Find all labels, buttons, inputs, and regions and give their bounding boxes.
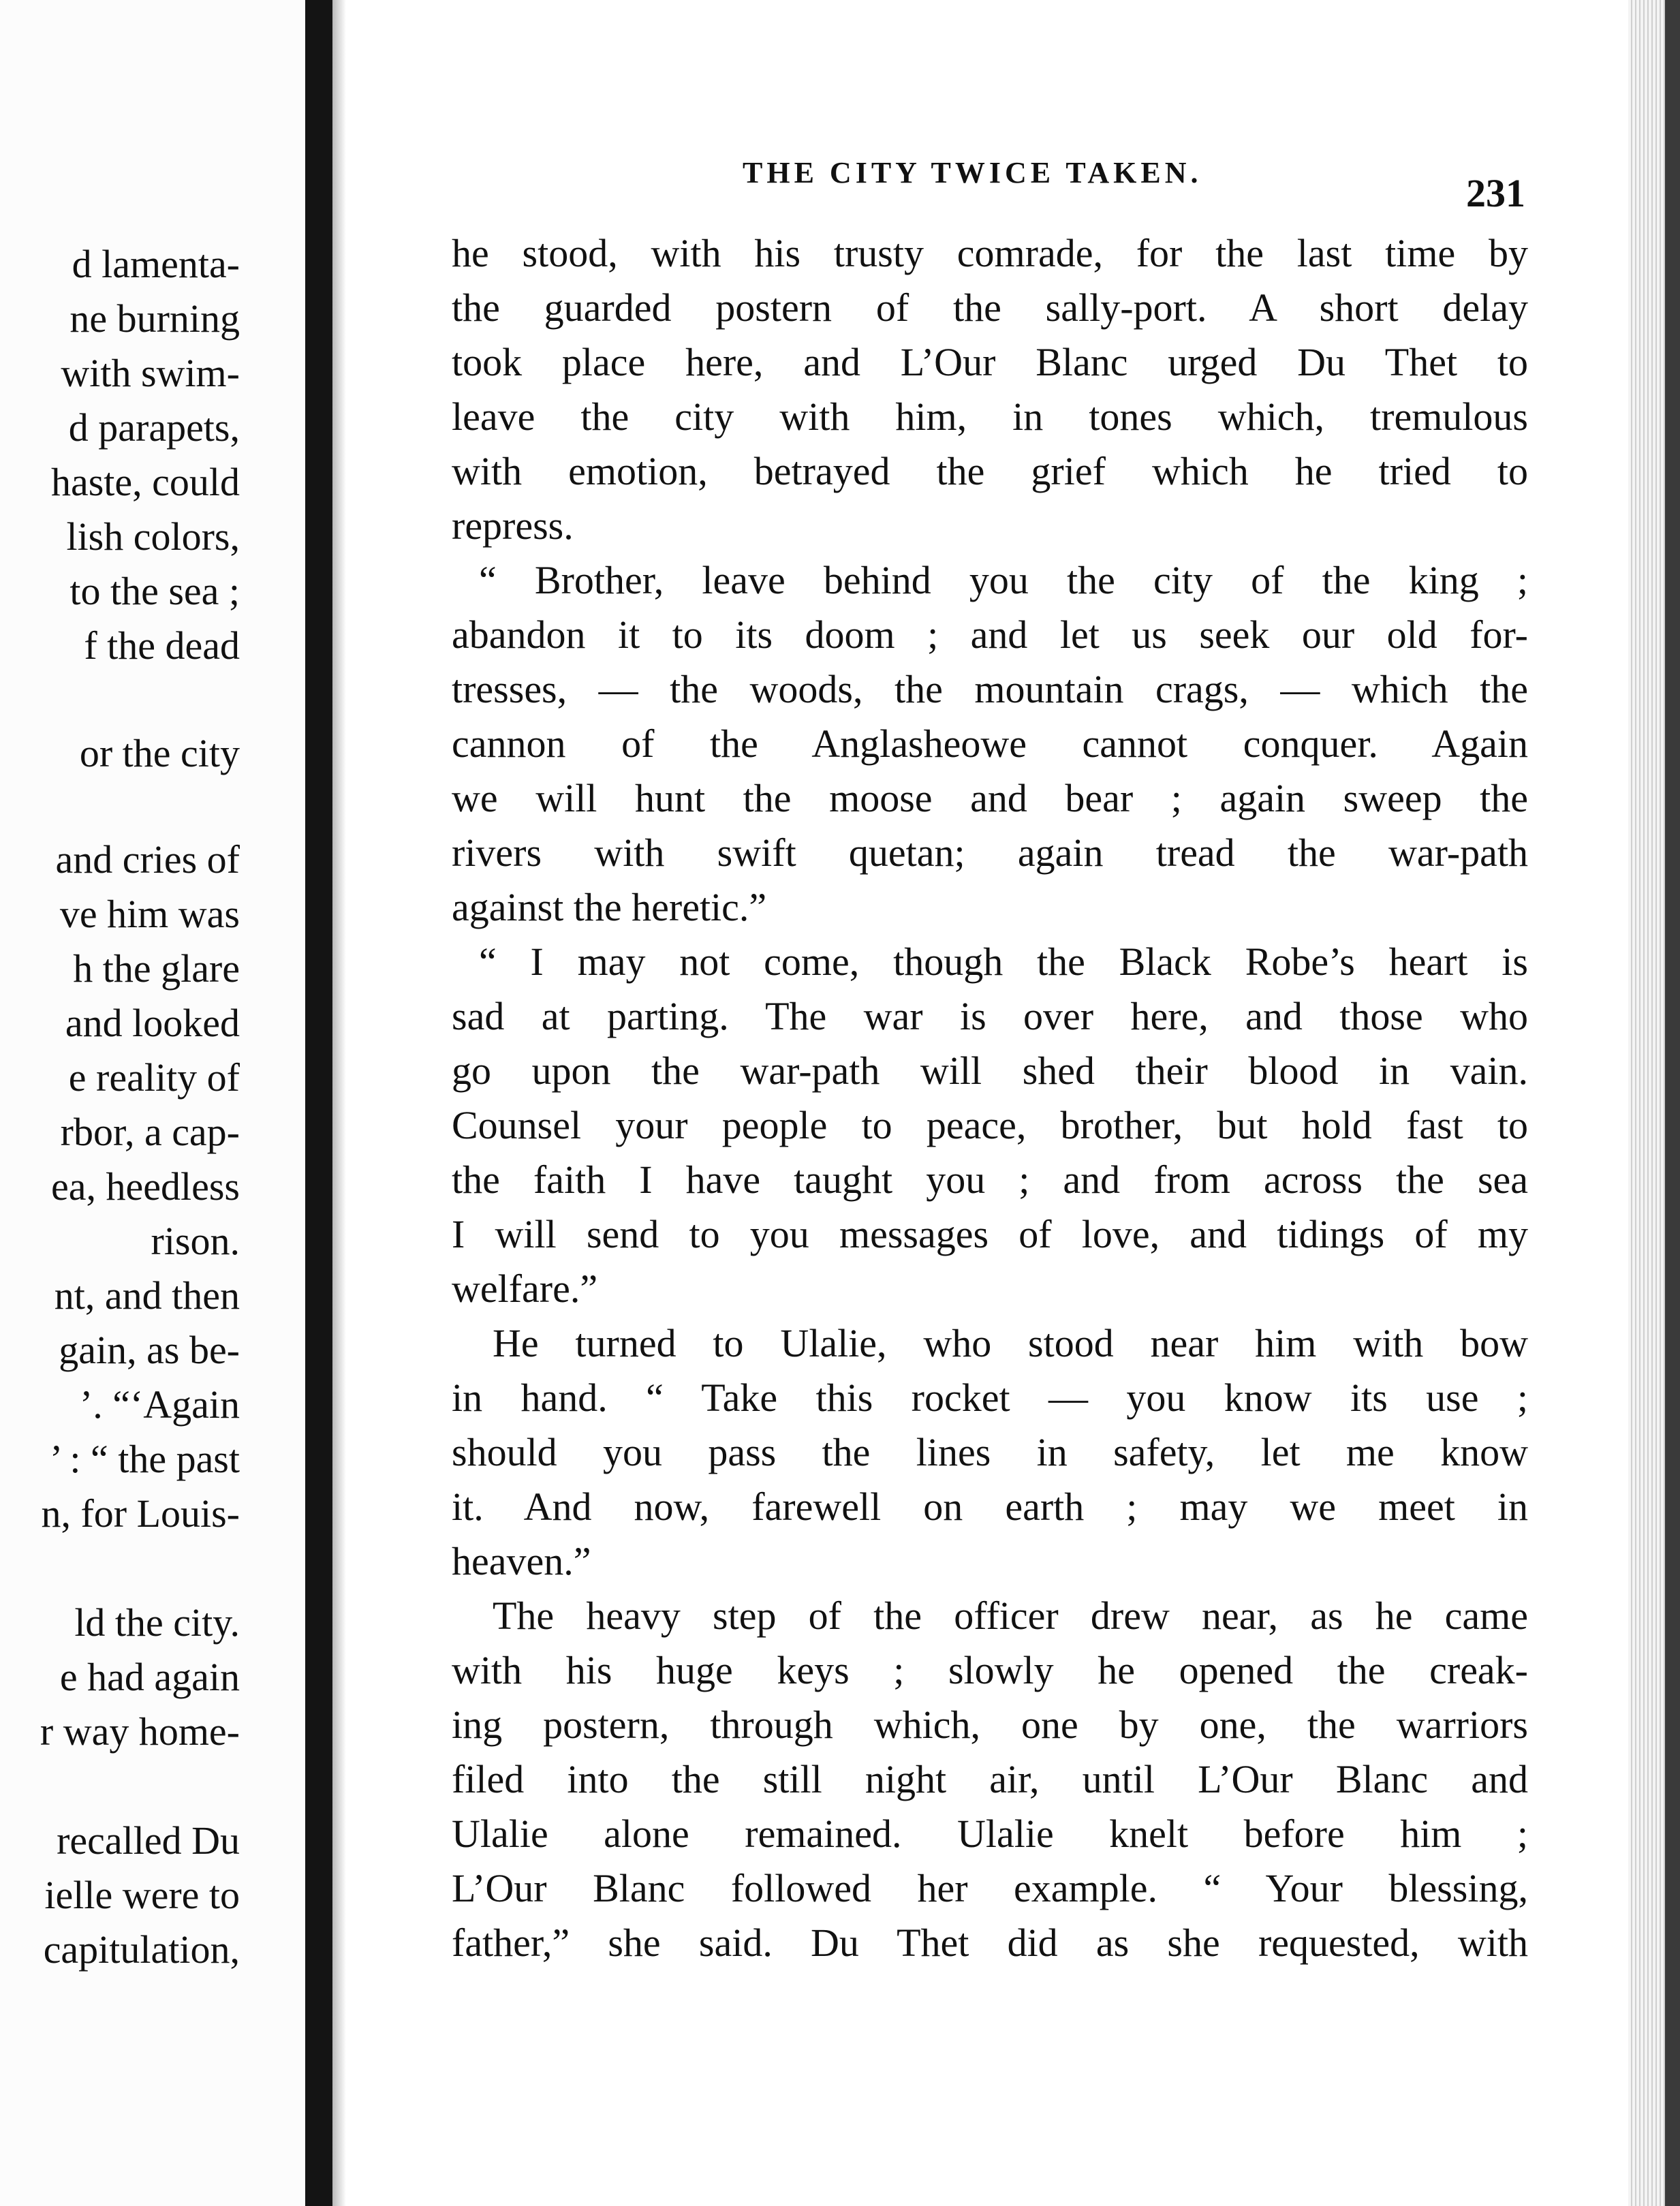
text-line: we will hunt the moose and bear ; again sweep the (452, 776, 1528, 820)
left-page-fragment: with swim- (61, 351, 240, 395)
text-line: Ulalie alone remained. Ulalie knelt before him ; (452, 1812, 1528, 1856)
left-page-fragment: ’ : “ the past (49, 1437, 240, 1481)
left-page-fragment: and looked (65, 1001, 240, 1045)
book-gutter (305, 0, 332, 2206)
text-line: leave the city with him, in tones which, tremulous (452, 394, 1528, 439)
text-line: welfare.” (452, 1267, 598, 1311)
text-line: with his huge keys ; slowly he opened the creak- (452, 1648, 1528, 1692)
left-page-fragment: ielle were to (44, 1873, 240, 1917)
text-line: it. And now, farewell on earth ; may we meet in (452, 1485, 1528, 1529)
text-line: filed into the still night air, until L’Our Blanc and (452, 1757, 1528, 1801)
page-edge (1628, 0, 1680, 2206)
left-page-fragment: gain, as be- (59, 1328, 240, 1372)
left-page-fragment: rison. (151, 1219, 240, 1263)
left-page-fragment: nt, and then (54, 1273, 240, 1318)
left-page-fragment: ’. “‘Again (79, 1382, 240, 1427)
left-page-fragment: f the dead (84, 623, 240, 668)
left-page-fragment: haste, could (50, 460, 240, 504)
text-line: heaven.” (452, 1539, 591, 1583)
left-page-fragment: h the glare (73, 946, 240, 991)
text-line: He turned to Ulalie, who stood near him with bow (493, 1321, 1528, 1365)
left-page-fragment: or the city (79, 731, 240, 775)
text-line: with emotion, betrayed the grief which he tried to (452, 449, 1528, 493)
page-body-text (452, 226, 1528, 1970)
left-page-fragment: d lamenta- (72, 242, 240, 286)
text-line: ing postern, through which, one by one, the warriors (452, 1703, 1528, 1747)
left-page-fragment: recalled Du (57, 1818, 240, 1863)
page-number: 231 (1466, 171, 1525, 215)
left-page-fragment: capitulation, (43, 1927, 240, 1972)
text-line: tresses, — the woods, the mountain crags, — which the (452, 667, 1528, 711)
left-page-fragment: ld the city. (74, 1600, 240, 1645)
text-line: the guarded postern of the sally-port. A short delay (452, 285, 1528, 330)
left-page-fragment: rbor, a cap- (60, 1110, 240, 1154)
text-line: the faith I have taught you ; and from across the sea (452, 1158, 1528, 1202)
right-page (346, 0, 1628, 2206)
left-page-fragment: and cries of (55, 837, 240, 882)
text-line: Counsel your people to peace, brother, but hold fast to (452, 1103, 1528, 1147)
text-line: repress. (452, 503, 574, 548)
text-line: rivers with swift quetan; again tread the war-path (452, 830, 1528, 875)
gutter-shadow (332, 0, 346, 2206)
text-line: The heavy step of the officer drew near, as he came (493, 1594, 1528, 1638)
text-line: “ Brother, leave behind you the city of the king ; (479, 558, 1528, 602)
text-line: “ I may not come, though the Black Robe’s heart is (479, 939, 1528, 984)
left-page-fragment: e reality of (68, 1055, 240, 1100)
text-line: should you pass the lines in safety, let me know (452, 1430, 1528, 1474)
running-header: THE CITY TWICE TAKEN. (743, 156, 1202, 189)
text-line: sad at parting. The war is over here, and those who (452, 994, 1528, 1038)
text-line: in hand. “ Take this rocket — you know its use ; (452, 1376, 1528, 1420)
left-page-fragment: n, for Louis- (41, 1491, 240, 1536)
left-page-fragment: ve him was (59, 892, 240, 936)
text-line: against the heretic.” (452, 885, 767, 929)
text-line: cannon of the Anglasheowe cannot conquer. Again (452, 721, 1528, 766)
left-page-fragment: ne burning (69, 296, 240, 341)
left-page-fragment: r way home- (40, 1709, 240, 1754)
left-page-fragment: e had again (59, 1655, 240, 1699)
left-page (0, 0, 305, 2206)
text-line: father,” she said. Du Thet did as she requested, with (452, 1921, 1528, 1965)
text-line: go upon the war-path will shed their blood in vain. (452, 1048, 1528, 1093)
left-page-fragment: lish colors, (66, 514, 240, 559)
left-page-fragment: to the sea ; (69, 569, 240, 613)
text-line: I will send to you messages of love, and tidings of my (452, 1212, 1528, 1256)
left-page-fragment: ea, heedless (51, 1164, 240, 1209)
left-page-fragment: d parapets, (68, 405, 240, 450)
text-line: took place here, and L’Our Blanc urged Du Thet to (452, 340, 1528, 384)
text-line: he stood, with his trusty comrade, for the last time by (452, 231, 1528, 275)
text-line: abandon it to its doom ; and let us seek our old for- (452, 612, 1528, 657)
text-line: L’Our Blanc followed her example. “ Your blessing, (452, 1866, 1528, 1910)
